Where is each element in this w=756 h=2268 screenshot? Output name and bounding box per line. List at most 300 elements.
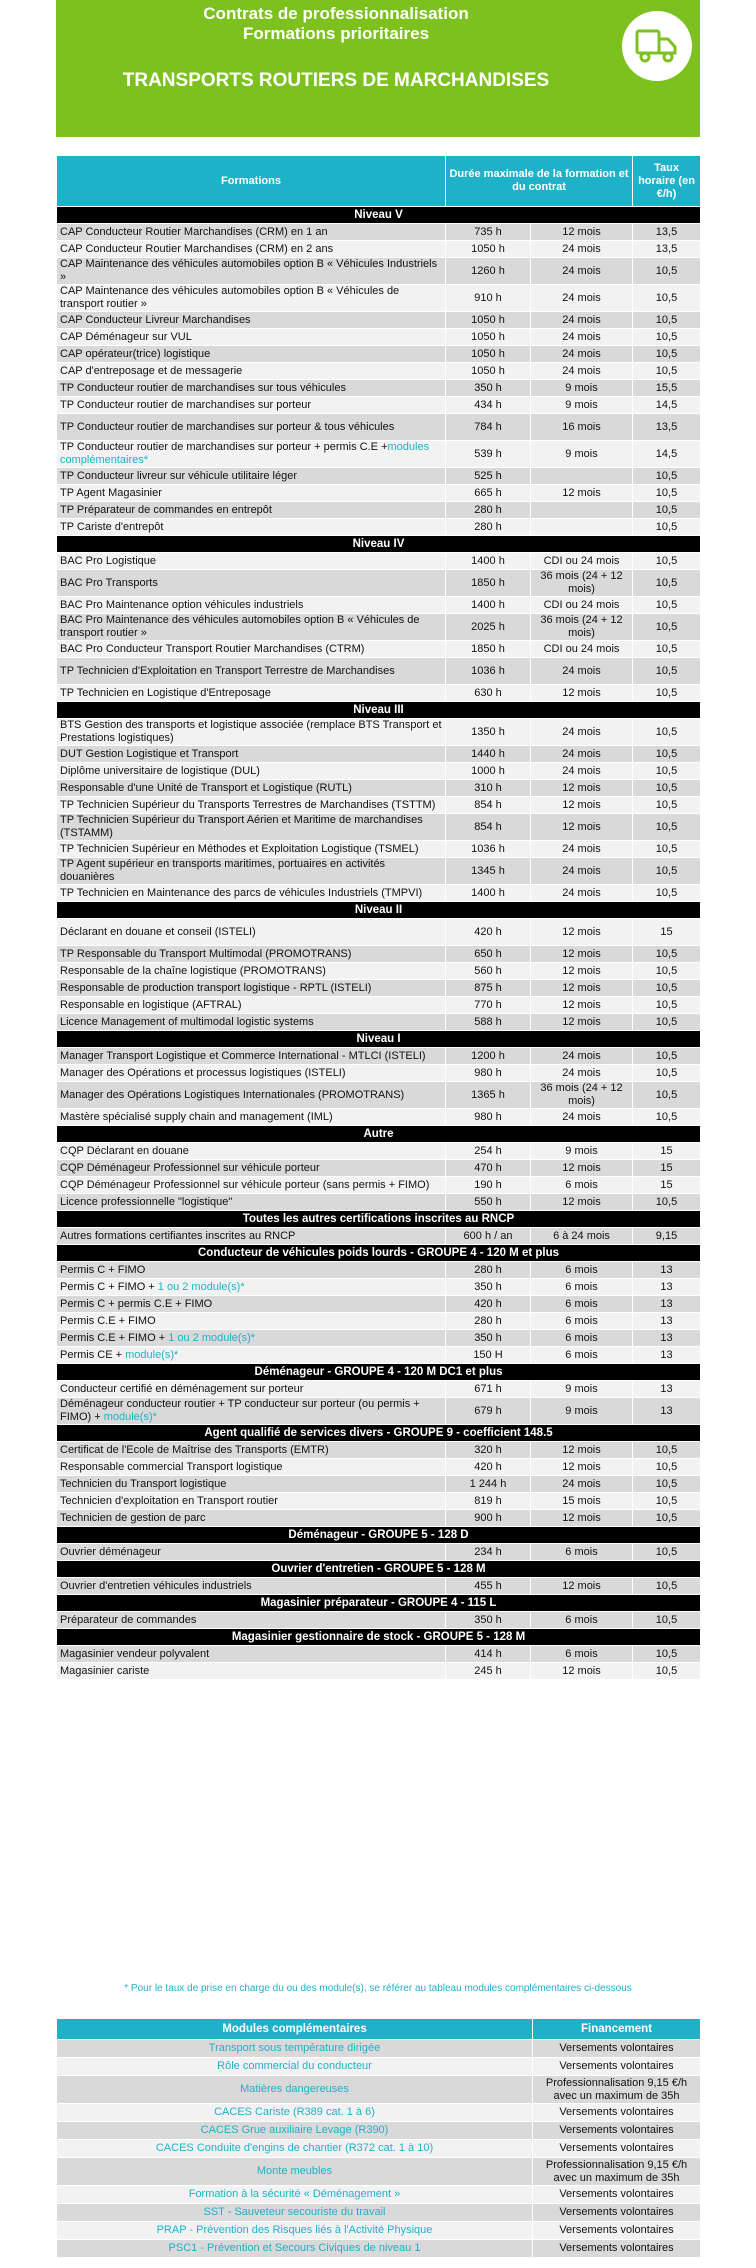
formation-label: CAP Maintenance des véhicules automobiles option B « Véhicules Industriels » [60,258,438,283]
financement-cell: Versements volontaires [533,2122,701,2140]
financement-cell: Versements volontaires [533,2222,701,2240]
formation-name [57,312,446,329]
module-name: Transport sous température dirigée [57,2040,533,2058]
formation-name [57,1296,446,1313]
contract-cell: 12 mois [531,1578,633,1595]
table-row [57,1612,701,1629]
section-header: Agent qualifié de services divers - GROUPE 9 - coefficient 148.5 [57,1425,701,1442]
formation-name [57,597,446,614]
hours-cell: 980 h [446,1065,531,1082]
formation-label: Ouvrier d'entretien véhicules industriels [60,1579,252,1592]
col-duree: Durée maximale de la formation et du contrat [446,156,633,207]
contract-cell: 9 mois [531,1398,633,1425]
contract-cell: 12 mois [531,1014,633,1031]
formation-name [57,1279,446,1296]
rate-cell: 10,5 [633,1476,701,1493]
table-row [57,441,701,468]
formation-label: Responsable d'une Unité de Transport et Logistique (RUTL) [60,781,352,794]
rate-cell: 10,5 [633,1459,701,1476]
footnote: * Pour le taux de prise en charge du ou des module(s), se référer au tableau modules complémentaires ci-dessous [124,1983,632,1994]
formation-name [57,1082,446,1109]
hours-cell: 320 h [446,1442,531,1459]
module-link: 1 ou 2 module(s)* [157,1280,245,1293]
section-header: Niveau I [57,1031,701,1048]
rate-cell: 10,5 [633,997,701,1014]
hours-cell: 420 h [446,919,531,946]
table-row [57,841,701,858]
contract-cell: 9 mois [531,380,633,397]
table-row [57,1442,701,1459]
contract-cell: 6 mois [531,1313,633,1330]
formation-name [57,1544,446,1561]
contract-cell: 12 mois [531,1442,633,1459]
contract-cell: 24 mois [531,241,633,258]
rate-cell: 15,5 [633,380,701,397]
module-name: Rôle commercial du conducteur [57,2058,533,2076]
financement-cell: Professionnalisation 9,15 €/h avec un maximum de 35h [533,2076,701,2104]
rate-cell: 10,5 [633,858,701,885]
rate-cell: 10,5 [633,1646,701,1663]
table-row [57,597,701,614]
section-header: Déménageur - GROUPE 5 - 128 D [57,1527,701,1544]
hours-cell: 1400 h [446,597,531,614]
hours-cell: 1400 h [446,553,531,570]
table-row [57,1646,701,1663]
table-row [57,1065,701,1082]
formation-name [57,685,446,702]
hours-cell: 150 H [446,1347,531,1364]
formation-name [57,780,446,797]
financement-cell: Versements volontaires [533,2040,701,2058]
table-row [57,485,701,502]
hours-cell: 1 244 h [446,1476,531,1493]
rate-cell: 14,5 [633,397,701,414]
hours-cell: 1050 h [446,363,531,380]
formation-label: Responsable de la chaîne logistique (PROMOTRANS) [60,964,326,977]
hours-cell: 1050 h [446,312,531,329]
col-formations: Formations [57,156,446,207]
table-row [57,2140,701,2158]
hours-cell: 1036 h [446,658,531,685]
hours-cell: 234 h [446,1544,531,1561]
rate-cell: 10,5 [633,346,701,363]
contract-cell: 12 mois [531,980,633,997]
financement-cell: Versements volontaires [533,2186,701,2204]
formation-name [57,329,446,346]
formation-name [57,1493,446,1510]
hours-cell: 455 h [446,1578,531,1595]
table-row [57,963,701,980]
rate-cell: 13 [633,1347,701,1364]
formation-name [57,1347,446,1364]
contract-cell: 24 mois [531,885,633,902]
formations-table [56,155,701,1680]
contract-cell: 36 mois (24 + 12 mois) [531,570,633,597]
section-header: Magasinier préparateur - GROUPE 4 - 115 L [57,1595,701,1612]
contract-cell: 12 mois [531,997,633,1014]
formation-name [57,1014,446,1031]
contract-cell: 24 mois [531,363,633,380]
hours-cell: 630 h [446,685,531,702]
formation-label: Conducteur certifié en déménagement sur porteur [60,1382,304,1395]
contract-cell: 6 mois [531,1544,633,1561]
formation-name [57,441,446,468]
table-row [57,2076,701,2104]
table-row [57,641,701,658]
module-link: module(s)* [125,1348,179,1361]
table-row [57,746,701,763]
formation-label: BAC Pro Conducteur Transport Routier Marchandises (CTRM) [60,642,365,655]
module-name: PRAP - Prévention des Risques liés à l'Activité Physique [57,2222,533,2240]
hours-cell: 434 h [446,397,531,414]
hours-cell: 470 h [446,1160,531,1177]
rate-cell: 13 [633,1381,701,1398]
hours-cell: 525 h [446,468,531,485]
table-row [57,519,701,536]
rate-cell: 10,5 [633,519,701,536]
formation-name [57,1143,446,1160]
hours-cell: 1050 h [446,329,531,346]
table-row [57,1313,701,1330]
formation-name [57,997,446,1014]
table-row [57,1262,701,1279]
rate-cell: 10,5 [633,485,701,502]
formation-name [57,1330,446,1347]
formation-name [57,1228,446,1245]
rate-cell: 13 [633,1330,701,1347]
formation-label: Diplôme universitaire de logistique (DUL) [60,764,260,777]
table-row [57,329,701,346]
hours-cell: 1400 h [446,885,531,902]
formation-label: CAP opérateur(trice) logistique [60,347,211,360]
table-row [57,241,701,258]
formation-label: TP Responsable du Transport Multimodal (PROMOTRANS) [60,947,352,960]
rate-cell: 10,5 [633,1014,701,1031]
formation-label: Permis C + permis C.E + FIMO [60,1297,213,1310]
formation-label: Permis C + FIMO [60,1263,146,1276]
contract-cell: 6 mois [531,1296,633,1313]
truck-icon [622,11,692,81]
table-row [57,397,701,414]
table-row [57,285,701,312]
hours-cell: 254 h [446,1143,531,1160]
formation-name [57,1313,446,1330]
formation-name [57,397,446,414]
contract-cell: 12 mois [531,919,633,946]
formation-name [57,241,446,258]
formation-name [57,1510,446,1527]
formation-label: Technicien d'exploitation en Transport routier [60,1494,278,1507]
rate-cell: 13 [633,1262,701,1279]
formation-label: CAP Maintenance des véhicules automobiles option B « Véhicules de transport routier » [60,285,400,310]
table-row [57,1544,701,1561]
formation-name [57,1442,446,1459]
formation-name [57,380,446,397]
hours-cell: 280 h [446,519,531,536]
section-header: Niveau IV [57,536,701,553]
contract-cell: 24 mois [531,658,633,685]
contract-cell: 24 mois [531,258,633,285]
contract-cell: 9 mois [531,1381,633,1398]
formation-name [57,1663,446,1680]
formation-label: TP Cariste d'entrepôt [60,520,164,533]
table-row [57,763,701,780]
section-header: Autre [57,1126,701,1143]
modules-table [56,2018,701,2258]
rate-cell: 10,5 [633,329,701,346]
contract-cell: CDI ou 24 mois [531,641,633,658]
formation-label: Autres formations certifiantes inscrites au RNCP [60,1229,296,1242]
formation-label: Licence professionnelle "logistique" [60,1195,233,1208]
hours-cell: 900 h [446,1510,531,1527]
formation-name [57,1177,446,1194]
rate-cell: 10,5 [633,1612,701,1629]
rate-cell: 15 [633,1143,701,1160]
financement-cell: Versements volontaires [533,2204,701,2222]
formation-label: Manager des Opérations et processus logistiques (ISTELI) [60,1066,346,1079]
formation-name [57,414,446,441]
formation-name [57,1646,446,1663]
table-row [57,1082,701,1109]
formation-label: CAP Conducteur Livreur Marchandises [60,313,251,326]
rate-cell: 10,5 [633,1082,701,1109]
hours-cell: 420 h [446,1296,531,1313]
rate-cell: 10,5 [633,685,701,702]
hours-cell: 770 h [446,997,531,1014]
table-row [57,946,701,963]
rate-cell: 10,5 [633,570,701,597]
rate-cell: 10,5 [633,963,701,980]
formation-name [57,1065,446,1082]
hours-cell: 735 h [446,224,531,241]
table-row [57,1663,701,1680]
contract-cell: 16 mois [531,414,633,441]
table-row [57,1476,701,1493]
financement-cell: Versements volontaires [533,2140,701,2158]
module-name: Matières dangereuses [57,2076,533,2104]
table-row [57,1459,701,1476]
formation-label: Licence Management of multimodal logistic systems [60,1015,314,1028]
table-row [57,1228,701,1245]
formation-label: CQP Déclarant en douane [60,1144,189,1157]
hours-cell: 280 h [446,1313,531,1330]
formation-label: CQP Déménageur Professionnel sur véhicule porteur [60,1161,320,1174]
module-link: modules complémentaires* [60,441,430,466]
formation-name [57,224,446,241]
formation-label: TP Conducteur routier de marchandises sur tous véhicules [60,381,346,394]
formation-label: TP Technicien d'Exploitation en Transport Terrestre de Marchandises [60,664,395,677]
contract-cell: 6 mois [531,1612,633,1629]
rate-cell: 10,5 [633,1442,701,1459]
header-title-line1: Contrats de professionnalisation [203,4,469,23]
hours-cell: 1050 h [446,241,531,258]
table-row [57,468,701,485]
module-name: PSC1 - Prévention et Secours Civiques de niveau 1 [57,2240,533,2258]
hours-cell: 1850 h [446,641,531,658]
table-row [57,570,701,597]
financement-cell: Versements volontaires [533,2058,701,2076]
hours-cell: 420 h [446,1459,531,1476]
page-header [56,0,700,137]
rate-cell: 10,5 [633,1065,701,1082]
formation-label: Permis C.E + FIMO [60,1314,156,1327]
section-header: Déménageur - GROUPE 4 - 120 M DC1 et plus [57,1364,701,1381]
contract-cell: 6 mois [531,1646,633,1663]
rate-cell: 10,5 [633,746,701,763]
formation-label: BAC Pro Logistique [60,554,156,567]
contract-cell: 24 mois [531,346,633,363]
hours-cell: 350 h [446,1279,531,1296]
hours-cell: 280 h [446,502,531,519]
table-row [57,414,701,441]
hours-cell: 1036 h [446,841,531,858]
hours-cell: 245 h [446,1663,531,1680]
formation-label: Technicien du Transport logistique [60,1477,227,1490]
formation-label: TP Technicien Supérieur du Transport Aérien et Maritime de marchandises (TSTAMM) [60,814,423,839]
formation-name [57,814,446,841]
contract-cell: 12 mois [531,685,633,702]
rate-cell: 10,5 [633,1544,701,1561]
header-title-main: TRANSPORTS ROUTIERS DE MARCHANDISES [122,70,550,91]
formation-label: CAP Conducteur Routier Marchandises (CRM) en 2 ans [60,242,334,255]
contract-cell: 24 mois [531,1048,633,1065]
formation-label: TP Agent Magasinier [60,486,162,499]
formation-name [57,1459,446,1476]
rate-cell: 10,5 [633,814,701,841]
contract-cell: 12 mois [531,485,633,502]
hours-cell: 350 h [446,1612,531,1629]
table-row [57,858,701,885]
formation-label: Responsable commercial Transport logistique [60,1460,283,1473]
hours-cell: 588 h [446,1014,531,1031]
table-row [57,780,701,797]
module-name: CACES Cariste (R389 cat. 1 à 6) [57,2104,533,2122]
hours-cell: 550 h [446,1194,531,1211]
formation-name [57,841,446,858]
formation-label: TP Conducteur livreur sur véhicule utilitaire léger [60,469,298,482]
contract-cell: 24 mois [531,746,633,763]
financement-cell: Versements volontaires [533,2104,701,2122]
contract-cell: 24 mois [531,763,633,780]
contract-cell: 6 mois [531,1262,633,1279]
hours-cell: 854 h [446,797,531,814]
module-link: 1 ou 2 module(s)* [168,1331,256,1344]
formation-name [57,1160,446,1177]
rate-cell: 13 [633,1313,701,1330]
contract-cell: 24 mois [531,312,633,329]
hours-cell: 280 h [446,1262,531,1279]
formation-name [57,797,446,814]
contract-cell: 36 mois (24 + 12 mois) [531,1082,633,1109]
table-row [57,502,701,519]
formation-label: TP Agent supérieur en transports maritimes, portuaires en activités douanières [60,858,386,883]
rate-cell: 10,5 [633,553,701,570]
module-name: Formation à la sécurité « Déménagement » [57,2186,533,2204]
rate-cell: 10,5 [633,1578,701,1595]
hours-cell: 665 h [446,485,531,502]
table-row [57,2122,701,2140]
contract-cell: 24 mois [531,858,633,885]
col-taux: Taux horaire (en €/h) [633,156,701,207]
table-row [57,2158,701,2186]
table-row [57,1296,701,1313]
contract-cell: 6 mois [531,1347,633,1364]
table-row [57,363,701,380]
table-row [57,1177,701,1194]
table-row [57,1143,701,1160]
rate-cell: 13 [633,1398,701,1425]
rate-cell: 10,5 [633,658,701,685]
formation-name [57,258,446,285]
formation-label: Magasinier cariste [60,1664,150,1677]
formation-label: Certificat de l'Ecole de Maîtrise des Transports (EMTR) [60,1443,329,1456]
rate-cell: 15 [633,1177,701,1194]
hours-cell: 679 h [446,1398,531,1425]
hours-cell: 650 h [446,946,531,963]
hours-cell: 980 h [446,1109,531,1126]
formation-label: CAP Conducteur Routier Marchandises (CRM) en 1 an [60,225,328,238]
formation-label: TP Technicien Supérieur en Méthodes et Exploitation Logistique (TSMEL) [60,842,419,855]
hours-cell: 414 h [446,1646,531,1663]
hours-cell: 1350 h [446,719,531,746]
table-row [57,1510,701,1527]
table-row [57,814,701,841]
formation-name [57,763,446,780]
rate-cell: 10,5 [633,980,701,997]
formation-label: Ouvrier déménageur [60,1545,161,1558]
contract-cell: 12 mois [531,946,633,963]
contract-cell: 24 mois [531,1065,633,1082]
contract-cell: 24 mois [531,1109,633,1126]
table-row [57,312,701,329]
hours-cell: 784 h [446,414,531,441]
table-row [57,1014,701,1031]
header-title-line2: Formations prioritaires [242,24,430,43]
formation-label: BAC Pro Maintenance option véhicules industriels [60,598,304,611]
table-row [57,980,701,997]
formation-name [57,1612,446,1629]
rate-cell: 10,5 [633,363,701,380]
rate-cell: 13,5 [633,414,701,441]
table-row [57,1160,701,1177]
hours-cell: 560 h [446,963,531,980]
rate-cell: 10,5 [633,946,701,963]
hours-cell: 854 h [446,814,531,841]
table-row [57,797,701,814]
formation-label: BAC Pro Maintenance des véhicules automobiles option B « Véhicules de transport routier » [60,614,420,639]
contract-cell: 9 mois [531,1143,633,1160]
rate-cell: 13 [633,1296,701,1313]
formation-label: Responsable en logistique (AFTRAL) [60,998,242,1011]
hours-cell: 350 h [446,380,531,397]
formation-name [57,519,446,536]
table-row [57,2204,701,2222]
table-row [57,1109,701,1126]
formation-name [57,641,446,658]
formation-label: Permis CE + [60,1348,126,1361]
section-header: Ouvrier d'entretien - GROUPE 5 - 128 M [57,1561,701,1578]
contract-cell: 6 mois [531,1279,633,1296]
module-name: SST - Sauveteur secouriste du travail [57,2204,533,2222]
rate-cell: 10,5 [633,841,701,858]
hours-cell: 1260 h [446,258,531,285]
formation-name [57,1109,446,1126]
table-row [57,614,701,641]
contract-cell: 24 mois [531,1476,633,1493]
rate-cell: 10,5 [633,1493,701,1510]
table-row [57,380,701,397]
formation-label: Mastère spécialisé supply chain and management (IML) [60,1110,333,1123]
